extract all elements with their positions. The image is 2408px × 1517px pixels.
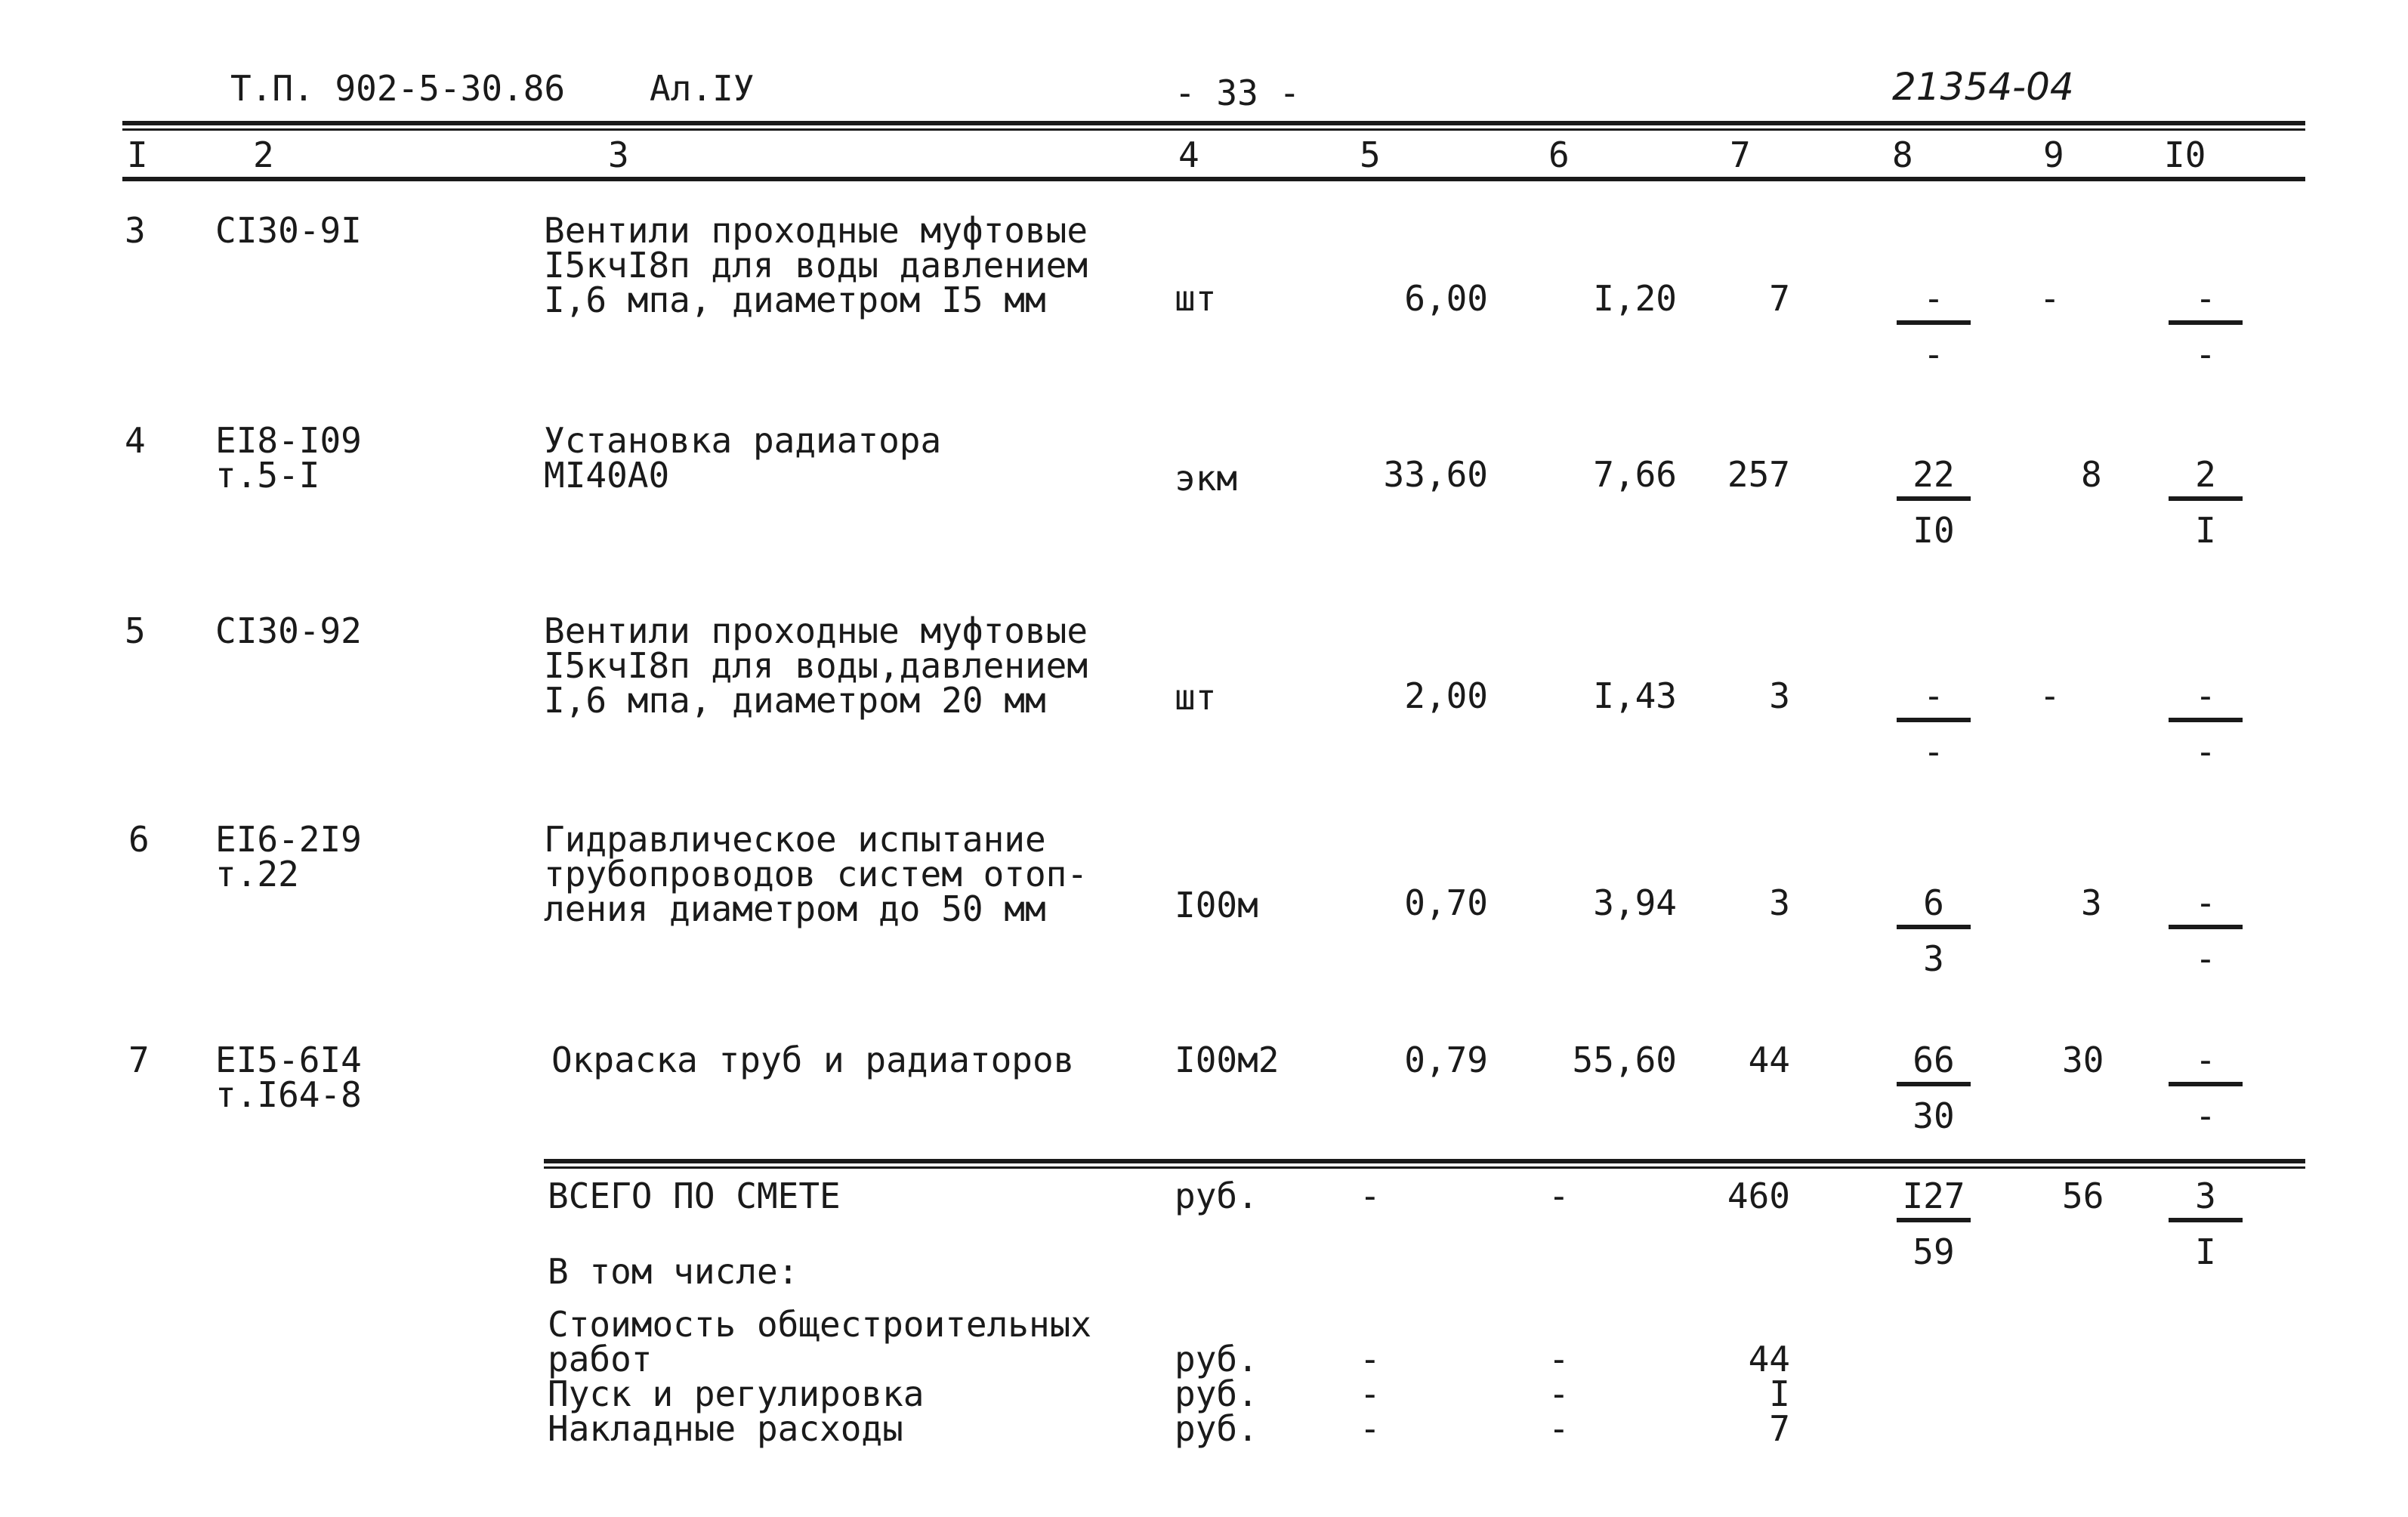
fraction-bar (1897, 320, 1971, 325)
fraction-denominator: - (1923, 334, 1944, 375)
summary-col8-fraction (1892, 1176, 1975, 1272)
col9-value: 8 (2081, 454, 2102, 495)
fraction-bar (2169, 718, 2243, 722)
fraction-denominator: I (2195, 510, 2216, 551)
col9-value: 30 (2062, 1040, 2104, 1080)
column-header-rule (122, 177, 2305, 181)
item-total: 3 (1769, 882, 1790, 923)
col-header-8: 8 (1892, 134, 1913, 175)
item-total: 3 (1769, 675, 1790, 716)
fraction-bar (2169, 925, 2243, 929)
fraction-bar (1897, 925, 1971, 929)
col9-value: 3 (2081, 882, 2102, 923)
item-total: 257 (1727, 454, 1790, 495)
col10-fraction (2164, 278, 2247, 375)
col8-fraction (1892, 882, 1975, 979)
col-header-5: 5 (1360, 134, 1381, 175)
row-number: 5 (125, 610, 146, 651)
fraction-denominator: - (2195, 731, 2216, 772)
page-number: - 33 - (1175, 73, 1301, 113)
summary-col10-fraction (2164, 1176, 2247, 1272)
header-rule-top (122, 121, 2305, 125)
summary-label: ВСЕГО ПО СМЕТЕ (548, 1176, 841, 1216)
fraction-numerator: - (1923, 278, 1944, 319)
col10-fraction (2164, 882, 2247, 979)
summary-rule-thin (544, 1166, 2305, 1169)
fraction-numerator: - (2195, 675, 2216, 716)
fraction-numerator: - (2195, 278, 2216, 319)
item-code: CI30-92 (215, 610, 362, 651)
item-code: EI6-2I9 т.22 (215, 819, 362, 894)
row-number: 3 (125, 210, 146, 251)
fraction-numerator: 6 (1923, 882, 1944, 923)
item-unit-price: 7,66 (1593, 454, 1677, 495)
item-total: 44 (1748, 1040, 1790, 1080)
col-header-9: 9 (2043, 134, 2064, 175)
including-label: В том числе: (548, 1251, 799, 1292)
summary-total: 460 (1727, 1176, 1790, 1216)
fraction-bar (1897, 1218, 1971, 1222)
breakdown-unit-prices: - - - (1548, 1339, 1570, 1449)
item-unit-price: 55,60 (1572, 1040, 1677, 1080)
fraction-bar (1897, 718, 1971, 722)
item-name: Гидравлическое испытание трубопроводов систем отоп- ления диаметром до 50 мм (544, 819, 1088, 929)
fraction-bar (2169, 1082, 2243, 1086)
item-quantity: 0,70 (1404, 882, 1488, 923)
fraction-bar (2169, 496, 2243, 501)
item-quantity: 2,00 (1404, 675, 1488, 716)
fraction-bar (1897, 1082, 1971, 1086)
fraction-numerator: 22 (1913, 454, 1955, 495)
breakdown-units: руб. руб. руб. (1175, 1339, 1258, 1449)
item-unit-price: I,20 (1593, 278, 1677, 319)
fraction-numerator: - (1923, 675, 1944, 716)
summary-rule (544, 1159, 2305, 1163)
col9-value: - (2039, 278, 2061, 319)
item-quantity: 0,79 (1404, 1040, 1488, 1080)
col-header-2: 2 (253, 134, 274, 175)
col10-fraction (2164, 675, 2247, 772)
col-header-7: 7 (1730, 134, 1751, 175)
item-quantity: 6,00 (1404, 278, 1488, 319)
item-unit: I00м (1175, 885, 1258, 925)
summary-unit: руб. (1175, 1176, 1258, 1216)
fraction-numerator: 2 (2195, 454, 2216, 495)
fraction-denominator: I0 (1913, 510, 1955, 551)
fraction-denominator: I (2195, 1231, 2216, 1272)
summary-col9-value: 56 (2062, 1176, 2104, 1216)
breakdown-names: Стоимость общестроительных работ Пуск и регулировка Накладные расходы (548, 1304, 1092, 1449)
breakdown-totals: 44 I 7 (1748, 1339, 1790, 1449)
document-number: 21354-04 (1892, 65, 2074, 109)
fraction-denominator: 30 (1913, 1095, 1955, 1136)
fraction-bar (2169, 1218, 2243, 1222)
item-code: EI8-I09 т.5-I (215, 420, 362, 496)
col10-fraction (2164, 454, 2247, 551)
row-number: 7 (128, 1040, 150, 1080)
col-header-4: 4 (1178, 134, 1199, 175)
summary-quantity: - (1360, 1176, 1381, 1216)
row-number: 6 (128, 819, 150, 860)
col8-fraction (1892, 454, 1975, 551)
col8-fraction (1892, 278, 1975, 375)
item-name: Вентили проходные муфтовые I5кчI8п для воды давлением I,6 мпа, диаметром I5 мм (544, 210, 1088, 320)
fraction-numerator: - (2195, 882, 2216, 923)
item-total: 7 (1769, 278, 1790, 319)
col-header-10: I0 (2164, 134, 2206, 175)
item-unit-price: I,43 (1593, 675, 1677, 716)
col-header-6: 6 (1548, 134, 1570, 175)
fraction-denominator: 59 (1913, 1231, 1955, 1272)
fraction-bar (2169, 320, 2243, 325)
header-rule-top-thin (122, 128, 2305, 131)
breakdown-quantities: - - - (1360, 1339, 1381, 1449)
fraction-denominator: - (2195, 938, 2216, 979)
col-header-1: I (127, 134, 148, 175)
item-code: CI30-9I (215, 210, 362, 251)
fraction-denominator: 3 (1923, 938, 1944, 979)
col10-fraction (2164, 1040, 2247, 1136)
item-unit-price: 3,94 (1593, 882, 1677, 923)
item-unit: шт (1175, 677, 1217, 718)
fraction-bar (1897, 496, 1971, 501)
fraction-numerator: - (2195, 1040, 2216, 1080)
item-code: EI5-6I4 т.I64-8 (215, 1040, 362, 1115)
item-name: Вентили проходные муфтовые I5кчI8п для воды,давлением I,6 мпа, диаметром 20 мм (544, 610, 1088, 721)
item-name: Окраска труб и радиаторов (551, 1040, 1075, 1080)
fraction-denominator: - (2195, 334, 2216, 375)
project-code: Т.П. 902-5-30.86 (230, 68, 566, 109)
item-unit: I00м2 (1175, 1040, 1280, 1080)
col8-fraction (1892, 1040, 1975, 1136)
fraction-denominator: - (2195, 1095, 2216, 1136)
fraction-numerator: 3 (2195, 1176, 2216, 1216)
col9-value: - (2039, 675, 2061, 716)
col-header-3: 3 (608, 134, 629, 175)
fraction-numerator: 66 (1913, 1040, 1955, 1080)
item-unit: шт (1175, 278, 1217, 319)
summary-unit-price: - (1548, 1176, 1570, 1216)
fraction-numerator: I27 (1902, 1176, 1965, 1216)
col8-fraction (1892, 675, 1975, 772)
item-name: Установка радиатора MI40A0 (544, 420, 942, 496)
item-unit: экм (1175, 458, 1238, 499)
item-quantity: 33,60 (1383, 454, 1488, 495)
album-label: Ал.IУ (650, 68, 755, 109)
row-number: 4 (125, 420, 146, 461)
fraction-denominator: - (1923, 731, 1944, 772)
